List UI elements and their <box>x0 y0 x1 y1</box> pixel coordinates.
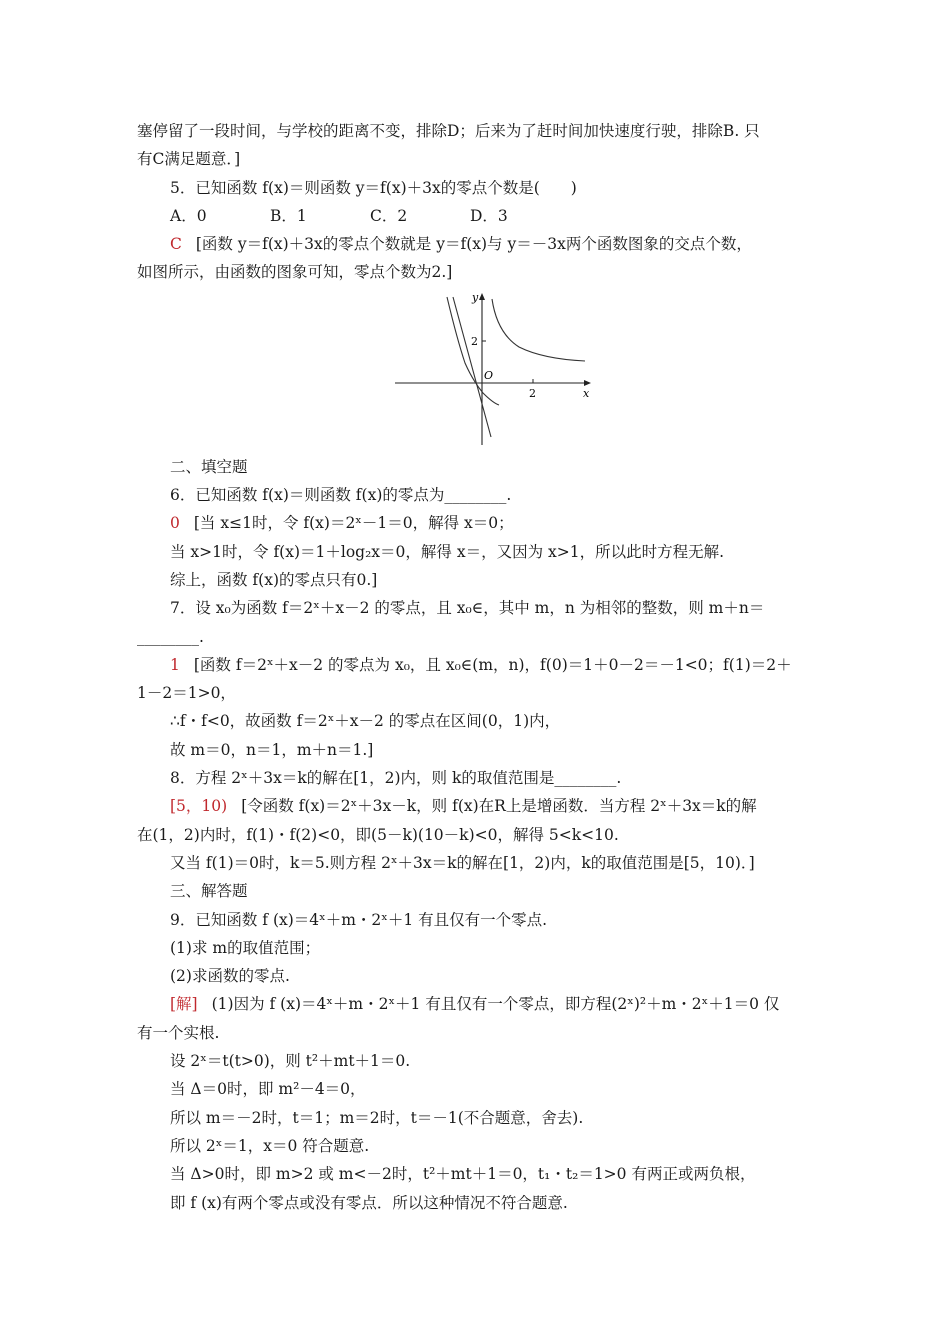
text-line: (1)求 m的取值范围； <box>170 938 321 957</box>
question-6: 6．已知函数 f(x)＝则函数 f(x)的零点为________. <box>170 486 512 505</box>
question-7: 7．设 x₀为函数 f＝2ˣ＋x－2 的零点，且 x₀∈，其中 m，n 为相邻的整数，则 m＋n＝ <box>170 599 765 618</box>
answer-label: 0 <box>170 514 180 533</box>
option-c: C．2 <box>370 206 408 225</box>
text-line: (2)求函数的零点. <box>170 967 290 986</box>
option-b: B．1 <box>270 206 307 225</box>
answer-label: [解] <box>170 995 198 1014</box>
text-line: ________. <box>137 627 204 646</box>
text-line: 1－2＝1>0， <box>137 684 236 703</box>
answer-7 <box>137 651 817 679</box>
function-graph <box>137 287 817 453</box>
origin-label: O <box>484 368 494 382</box>
text-line: 有一个实根. <box>137 1023 220 1042</box>
question-5-options <box>137 202 817 230</box>
text-line: 即 f (x)有两个零点或没有零点．所以这种情况不符合题意. <box>170 1193 568 1212</box>
curve-right-branch <box>492 299 585 361</box>
answer-label: C <box>170 235 182 254</box>
answer-5 <box>137 230 817 258</box>
question-9: 9．已知函数 f (x)＝4ˣ＋m・2ˣ＋1 有且仅有一个零点. <box>170 910 548 929</box>
text-line: 综上，函数 f(x)的零点只有0.] <box>170 570 378 589</box>
curve-left-branch <box>447 297 499 405</box>
x-tick-label: 2 <box>529 386 536 400</box>
answer-text: (1)因为 f (x)＝4ˣ＋m・2ˣ＋1 有且仅有一个零点，即方程(2ˣ)²＋m・2ˣ＋1＝0 仅 <box>211 995 780 1014</box>
option-a: A．0 <box>170 206 207 225</box>
document-page <box>137 117 817 1217</box>
text-line: 如图所示，由函数的图象可知，零点个数为2.] <box>137 263 453 282</box>
answer-label: [5，10) <box>170 797 228 816</box>
x-axis-arrow <box>584 380 591 386</box>
text-line: 又当 f(1)＝0时，k＝5.则方程 2ˣ＋3x＝k的解在[1，2)内，k的取值范围是[5，10)．] <box>170 853 755 872</box>
option-d: D．3 <box>470 206 508 225</box>
section-heading: 二、填空题 <box>170 457 248 476</box>
text-line: 在(1，2)内时，f(1)・f(2)<0，即(5－k)(10－k)<0，解得 5<k<10. <box>137 825 619 844</box>
answer-text: [令函数 f(x)＝2ˣ＋3x－k，则 f(x)在R上是增函数．当方程 2ˣ＋3x＝k的解 <box>241 797 757 816</box>
y-axis-arrow <box>479 293 485 300</box>
y-axis-label: y <box>472 290 479 304</box>
answer-text: [当 x≤1时，令 f(x)＝2ˣ－1＝0，解得 x＝0； <box>193 514 514 533</box>
text-line: 当 x>1时，令 f(x)＝1＋log₂x＝0，解得 x＝，又因为 x>1，所以此时方程无解. <box>170 542 725 561</box>
x-axis-label: x <box>583 386 590 400</box>
graph-svg <box>395 291 595 451</box>
text-line: 当 Δ>0时，即 m>2 或 m<－2时，t²＋mt＋1＝0，t₁・t₂＝1>0 有两正或两负根， <box>170 1165 756 1184</box>
answer-6 <box>137 509 817 537</box>
question-8: 8．方程 2ˣ＋3x＝k的解在[1，2)内，则 k的取值范围是________. <box>170 769 622 788</box>
text-line: 有C满足题意．] <box>137 150 241 169</box>
y-tick-label: 2 <box>471 334 478 348</box>
answer-9 <box>137 990 817 1018</box>
answer-text: [函数 y＝f(x)＋3x的零点个数就是 y＝f(x)与 y＝－3x两个函数图象的交点个数， <box>195 235 752 254</box>
line-y-neg3x <box>453 297 494 437</box>
answer-8 <box>137 792 817 820</box>
text-line: 当 Δ＝0时，即 m²－4＝0， <box>170 1080 366 1099</box>
question-5: 5．已知函数 f(x)＝则函数 y＝f(x)＋3x的零点个数是( ) <box>170 178 577 197</box>
text-line: 所以 2ˣ＝1，x＝0 符合题意. <box>170 1136 370 1155</box>
text-line: 设 2ˣ＝t(t>0)，则 t²＋mt＋1＝0. <box>170 1052 411 1071</box>
text-line: ∴f・f<0，故函数 f＝2ˣ＋x－2 的零点在区间(0，1)内， <box>170 712 561 731</box>
section-heading: 三、解答题 <box>170 882 248 901</box>
answer-label: 1 <box>170 655 180 674</box>
text-line: 故 m＝0，n＝1，m＋n＝1.] <box>170 740 374 759</box>
text-line: 所以 m＝－2时，t＝1；m＝2时，t＝－1(不合题意，舍去). <box>170 1108 584 1127</box>
answer-text: [函数 f＝2ˣ＋x－2 的零点为 x₀，且 x₀∈(m，n)，f(0)＝1＋0－2＝－1<0；f(1)＝2＋ <box>193 655 792 674</box>
text-line: 塞停留了一段时间，与学校的距离不变，排除D；后来为了赶时间加快速度行驶，排除B. 只 <box>137 122 760 140</box>
